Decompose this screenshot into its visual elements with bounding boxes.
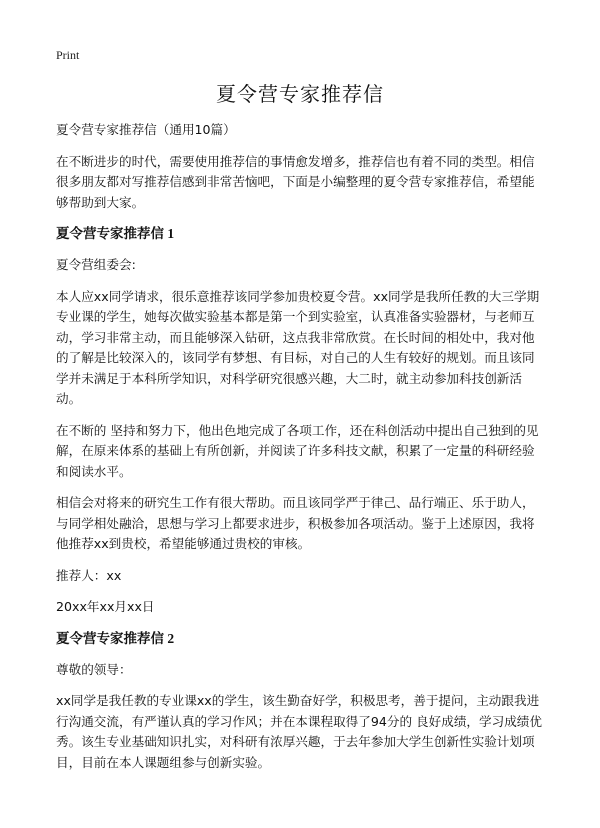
letter-1 (56, 224, 544, 618)
document-subtitle: 夏令营专家推荐信（通用10篇） (56, 122, 236, 137)
letter-1-paragraph-3: 相信会对将来的研究生工作有很大帮助。而且该同学严于律己、品行端正、乐于助人，与同学相处融洽，思想与学习上都要求进步，积极参加各项活动。鉴于上述原因，我将他推荐xx到贵校，希望能够通过贵校的审核。 (56, 495, 535, 551)
letter-2-heading: 夏令营专家推荐信 2 (56, 630, 175, 646)
letter-2 (56, 629, 544, 774)
letter-1-salutation: 夏令营组委会: (56, 257, 136, 272)
letter-1-paragraph-2: 在不断的 坚持和努力下，他出色地完成了各项工作，还在科创活动中提出自己独到的见解，在原来体系的基础上有所创新，并阅读了许多科技文献，积累了一定量的科研经验和阅读水平。 (56, 422, 539, 479)
letter-1-paragraph-1: 本人应xx同学请求，很乐意推荐该同学参加贵校夏令营。xx同学是我所任教的大三学期专业课的学生，她每次做实验基本都是第一个到实验室，认真准备实验器材，与老师互动，学习非常主动，而且能够深入钻研，这点我非常欣赏。在长时间的相处中，我对他的了解是比较深入的，该同学有梦想、有目标，对自己的人生有较好的规划。而且该同学并未满足于本科所学知识，对科学研究很感兴趣，大二时，就主动参加科技创新活动。 (56, 288, 540, 406)
document-body (56, 120, 544, 784)
print-link[interactable]: Print (56, 48, 80, 62)
letter-1-recommender: 推荐人：xx (56, 567, 122, 583)
page-title: 夏令营专家推荐信 (216, 82, 384, 106)
intro-paragraph: 在不断进步的时代，需要使用推荐信的事情愈发增多，推荐信也有着不同的类型。相信很多朋友都对写推荐信感到非常苦恼吧，下面是小编整理的夏令营专家推荐信，希望能够帮助到大家。 (56, 153, 535, 210)
letter-1-date: 20xx年xx月xx日 (56, 599, 155, 614)
letter-2-salutation: 尊敬的领导： (56, 661, 132, 677)
letter-2-paragraph-1: xx同学是我任教的专业课xx的学生，该生勤奋好学，积极思考，善于提问，主动跟我进行沟通交流，有严谨认真的学习作风；并在本课程取得了94分的 良好成绩，学习成绩优秀。该生专业基础知识扎实，对科研有浓厚兴趣，于去年参加大学生创新性实验计划项目，目前在本人课题组参与创新实验。 (56, 693, 542, 770)
letter-1-heading: 夏令营专家推荐信 1 (56, 226, 175, 241)
